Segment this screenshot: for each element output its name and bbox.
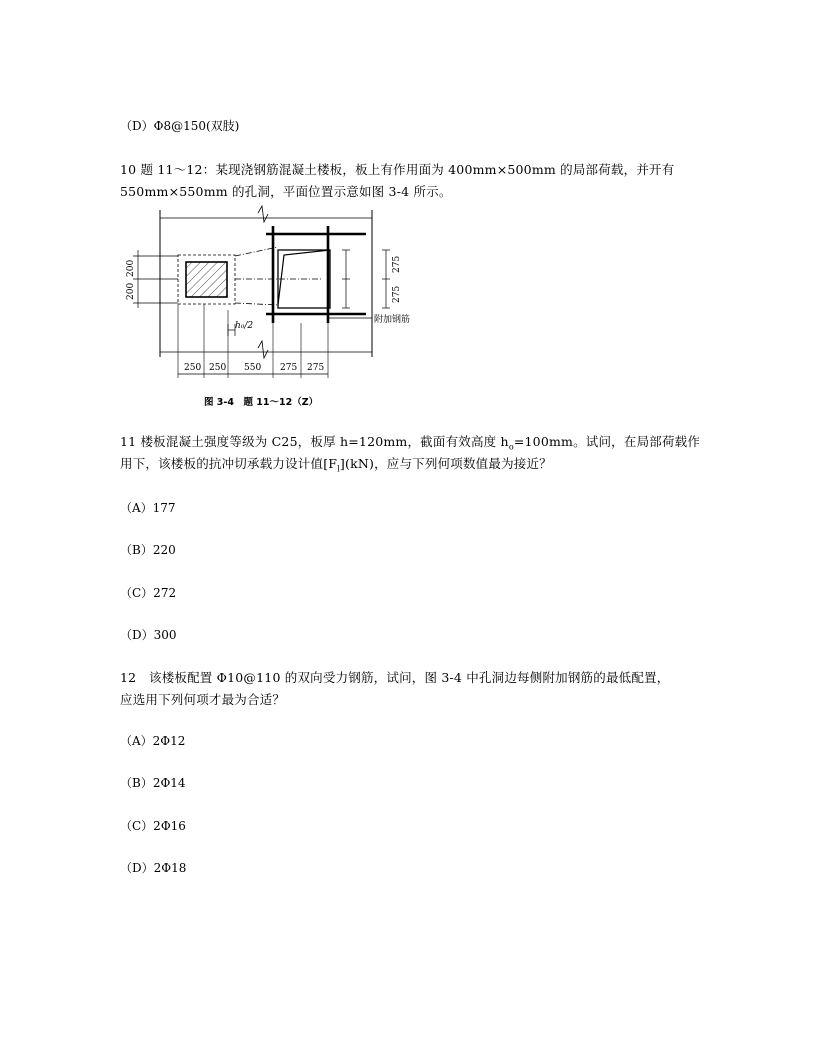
figure-caption: 图 3-4 题 11～12（Z） bbox=[204, 397, 319, 408]
left-dim-upper: 200 bbox=[126, 259, 136, 277]
q12-option-b: （B）2Φ14 bbox=[120, 776, 186, 790]
bottom-dim-4: 275 bbox=[280, 363, 298, 373]
q11-option-d: （D）300 bbox=[120, 628, 177, 642]
q11-option-b: （B）220 bbox=[120, 543, 176, 557]
q12-line1: 12 该楼板配置 Φ10@110 的双向受力钢筋，试问，图 3-4 中孔洞边每侧附加钢筋的最低配置， bbox=[120, 670, 670, 685]
section-intro-line2: 550mm×550mm 的孔洞，平面位置示意如图 3-4 所示。 bbox=[120, 184, 452, 199]
figure-3-4 bbox=[118, 200, 438, 418]
break-mark-bottom bbox=[258, 341, 268, 358]
q12-option-d: （D）2Φ18 bbox=[120, 861, 187, 875]
bottom-dim-2: 250 bbox=[209, 363, 227, 373]
left-dim-lower: 200 bbox=[126, 282, 136, 300]
h0-label: h₀/2 bbox=[235, 321, 254, 331]
callout-label: 附加钢筋 bbox=[374, 315, 411, 325]
q11-line2: 用下，该楼板的抗冲切承载力设计值$[F_l](kN)$，应与下列何项数值最为接近？ bbox=[120, 456, 552, 474]
bottom-dim-1: 250 bbox=[184, 363, 202, 373]
break-mark-top bbox=[258, 206, 268, 222]
plan-diagram bbox=[118, 200, 438, 418]
bottom-dim-3: 550 bbox=[244, 363, 262, 373]
q11-option-a: （A）177 bbox=[120, 501, 176, 515]
load-area bbox=[186, 262, 227, 297]
q10-option-d: （D）Φ8@150(双肢) bbox=[120, 119, 240, 133]
opening-edge bbox=[278, 250, 330, 305]
right-dim-upper: 275 bbox=[392, 255, 402, 273]
bottom-dim-5: 275 bbox=[307, 363, 325, 373]
q12-line2: 应选用下列何项才最为合适？ bbox=[120, 692, 286, 707]
q12-option-a: （A）2Φ12 bbox=[120, 734, 186, 748]
projection-top bbox=[235, 247, 278, 256]
q11-line1: 11 楼板混凝土强度等级为 C25，板厚 h=120mm，截面有效高度 $h_o=100mm$。试问，在局部荷载作 bbox=[120, 434, 701, 452]
right-dim-lower: 275 bbox=[392, 285, 402, 303]
projection-bottom bbox=[235, 303, 278, 305]
q12-option-c: （C）2Φ16 bbox=[120, 819, 186, 833]
q11-option-c: （C）272 bbox=[120, 586, 177, 600]
section-intro-line1: 10 题 11～12：某现浇钢筋混凝土楼板，板上有作用面为 400mm×500mm 的局部荷载，并开有 bbox=[120, 162, 675, 177]
